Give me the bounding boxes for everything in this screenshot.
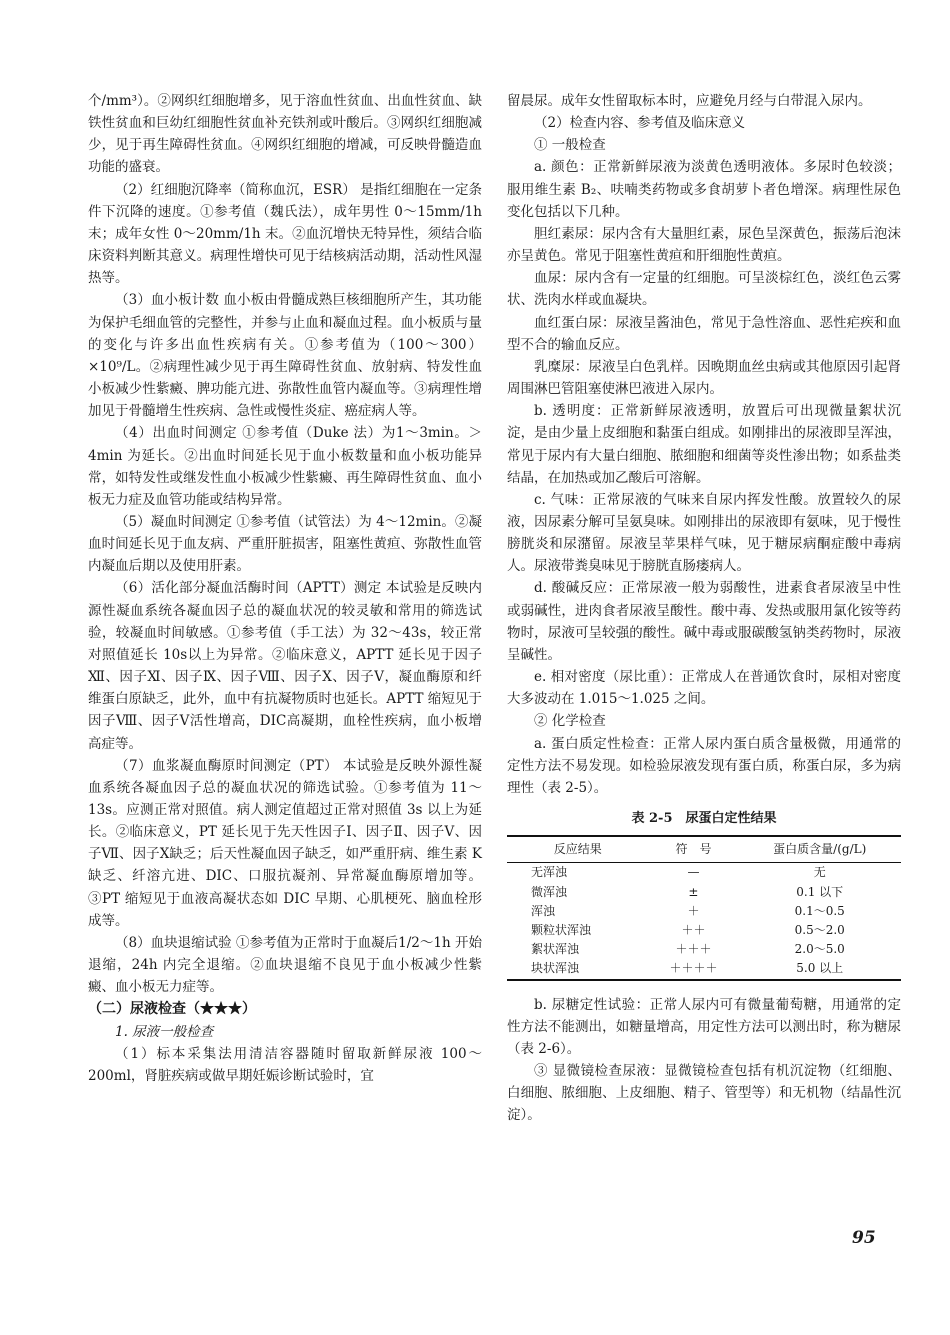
header-result: 反应结果 [507,836,648,863]
paragraph: （5）凝血时间测定 ①参考值（试管法）为 4～12min。②凝血时间延长见于血友病、严重肝脏损害，阻塞性黄疸、弥散性血管内凝血后期以及使用肝素。 [88,513,482,575]
paragraph: 胆红素尿：尿内含有大量胆红素，尿色呈深黄色，振荡后泡沫亦呈黄色。常见于阻塞性黄疸和肝细胞性黄疸。 [507,225,901,265]
paragraph: 血尿：尿内含有一定量的红细胞。可呈淡棕红色，淡红色云雾状、洗肉水样或血凝块。 [507,270,901,309]
paragraph: （6）活化部分凝血活酶时间（APTT）测定 本试验是反映内源性凝血系统各凝血因子总的凝血状况的较灵敏和常用的筛选试验，较凝血时间敏感。①参考值（手工法）为 32～43s，较正常对照值延长 10s以上为异常。②临床意义，APTT 延长见于因子Ⅻ、因子Ⅺ、因子Ⅸ、因子Ⅷ、因子Ⅹ、因子Ⅴ，凝血酶原和纤维蛋白原缺乏，此外，血中有抗凝物质时也延长。APTT 缩短见于因子Ⅷ、因子Ⅴ活性增高，DIC高凝期，血栓性疾病，血小板增高症等。 [88,580,482,752]
cell-symbol: — [687,865,700,880]
left-column [88,90,482,1087]
paragraph: b. 透明度：正常新鲜尿液透明，放置后可出现微量絮状沉淀，是由少量上皮细胞和黏蛋白组成。如刚排出的尿液即呈浑浊，常见于尿内有大量白细胞、脓细胞和细菌等炎性渗出物；如系盐类结晶，在加热或加乙酸后可溶解。 [507,403,901,486]
cell-content: 0.1～0.5 [794,903,845,918]
header-protein-content: 蛋白质含量/(g/L) [738,836,901,863]
paragraph: 个/mm³）。②网织红细胞增多，见于溶血性贫血、出血性贫血、缺铁性贫血和巨幼红细胞性贫血补充铁剂或叶酸后。③网织红细胞减少，见于再生障碍性贫血。④网织红细胞的增减，可反映骨髓造血功能的盛衰。 [88,93,482,176]
paragraph: 留晨尿。成年女性留取标本时，应避免月经与白带混入尿内。 [507,93,872,109]
paragraph: b. 尿糖定性试验：正常人尿内可有微量葡萄糖，用通常的定性方法不能测出，如糖量增高，用定性方法可以测出时，称为糖尿（表 2-6）。 [507,996,901,1057]
section-heading: （二）尿液检查（★★★） [88,1001,256,1018]
paragraph: a. 颜色：正常新鲜尿液为淡黄色透明液体。多尿时色较淡；服用维生素 B₂、呋喃类药物或多食胡萝卜者色增深。病理性尿色变化包括以下几种。 [507,159,901,220]
right-column [507,90,901,1127]
subheading: 1. 尿液一般检查 [115,1023,214,1040]
paragraph: ③ 显微镜检查尿液：显微镜检查包括有机沉淀物（红细胞、白细胞、脓细胞、上皮细胞、精子、管型等）和无机物（结晶性沉淀）。 [507,1063,901,1124]
paragraph: ② 化学检查 [534,713,606,730]
table-row [507,863,901,883]
paragraph: （1）标本采集法用清洁容器随时留取新鲜尿液 100～200ml，肾脏疾病或做早期妊娠诊断试验时，宜 [88,1045,482,1084]
cell-result: 浑浊 [531,903,556,918]
cell-result: 颗粒状浑浊 [531,922,592,937]
paragraph: e. 相对密度（尿比重）：正常成人在普通饮食时，尿相对密度大多波动在 1.015～1.025 之间。 [507,669,901,708]
cell-content: 5.0 以上 [738,959,901,979]
table-header-row [507,836,901,863]
paragraph: （4）出血时间测定 ①参考值（Duke 法）为1～3min。＞4min 为延长。②出血时间延长见于血小板数量和血小板功能异常，如特发性或继发性血小板减少性紫癜、再生障碍性贫血、血小板无力症及血管功能或结构异常。 [88,425,482,508]
cell-symbol: ＋ [687,903,700,918]
table-row [507,902,901,921]
table-row [507,940,901,959]
cell-symbol: ＋＋＋ [675,942,712,957]
cell-symbol: ＋＋ [681,922,706,937]
paragraph: 血红蛋白尿：尿液呈酱油色，常见于急性溶血、恶性疟疾和血型不合的输血反应。 [507,314,901,353]
table-caption: 表 2-5 尿蛋白定性结果 [631,811,777,826]
paragraph: 乳糜尿：尿液呈白色乳样。因晚期血丝虫病或其他原因引起肾周围淋巴管阻塞使淋巴液进入尿内。 [507,358,901,398]
paragraph: c. 气味：正常尿液的气味来自尿内挥发性酸。放置较久的尿液，因尿素分解可呈氨臭味。如刚排出的尿液即有氨味，见于慢性膀胱炎和尿潴留。尿液呈苹果样气味，见于糖尿病酮症酸中毒病人。尿液带粪臭味见于膀胱直肠瘘病人。 [507,491,901,575]
table-row [507,883,901,902]
paragraph: （2）红细胞沉降率（简称血沉，ESR） 是指红细胞在一定条件下沉降的速度。①参考值（魏氏法），成年男性 0～15mm/1h 末；成年女性 0～20mm/1h 末。②血沉增快无特异性，须结合临床资料判断其意义。病理性增快可见于结核病活动期，活动性风湿热等。 [88,181,482,287]
paragraph: a. 蛋白质定性检查：正常人尿内蛋白质含量极微，用通常的定性方法不易发现。如检验尿液发现有蛋白质，称蛋白尿，多为病理性（表 2-5）。 [507,735,901,796]
cell-result: 微浑浊 [531,884,568,899]
page-number: 95 [852,1228,876,1248]
urine-protein-table [507,835,901,980]
paragraph: （2）检查内容、参考值及临床意义 [534,115,746,132]
cell-content: 0.1 以下 [796,884,844,899]
cell-result: 无浑浊 [531,865,568,880]
cell-content: 0.5～2.0 [794,922,845,937]
cell-content: 2.0～5.0 [794,942,845,957]
cell-symbol: ± [688,884,699,899]
paragraph: d. 酸碱反应：正常尿液一般为弱酸性，进素食者尿液呈中性或弱碱性，进肉食者尿液呈酸性。酸中毒、发热或服用氯化铵等药物时，尿液可呈较强的酸性。碱中毒或服碳酸氢钠类药物时，尿液呈碱性。 [507,580,901,663]
paragraph: （7）血浆凝血酶原时间测定（PT） 本试验是反映外源性凝血系统各凝血因子总的凝血状况的筛选试验。①参考值为 11～13s。应测正常对照值。病人测定值超过正常对照值 3s 以上为延长。②临床意义，PT 延长见于先天性因子Ⅰ、因子Ⅱ、因子Ⅴ、因子Ⅶ、因子Ⅹ缺乏；后天性凝血因子缺乏，如严重肝病、维生素 K 缺乏、纤溶亢进、DIC、口服抗凝剂、异常凝血酶原增加等。③PT 缩短见于血液高凝状态如 DIC 早期、心肌梗死、脑血栓形成等。 [88,757,482,929]
header-symbol: 符 号 [648,836,738,863]
paragraph: ① 一般检查 [534,137,606,154]
table-row [507,959,901,979]
cell-content: 无 [813,865,826,880]
cell-symbol: ＋＋＋＋ [648,959,738,979]
table-row [507,921,901,940]
paragraph: （8）血块退缩试验 ①参考值为正常时于血凝后1/2～1h 开始退缩，24h 内完全退缩。②血块退缩不良见于血小板减少性紫癜、血小板无力症等。 [88,934,482,996]
cell-result: 块状浑浊 [507,959,648,979]
cell-result: 絮状浑浊 [531,942,580,957]
paragraph: （3）血小板计数 血小板由骨髓成熟巨核细胞所产生，其功能为保护毛细血管的完整性，并参与止血和凝血过程。血小板质与量的变化与许多出血性疾病有关。①参考值为（100～300）×10⁹/L。②病理性减少见于再生障碍性贫血、放射病、特发性血小板减少性紫癜、脾功能亢进、弥散性血管内凝血等。③病理性增加见于骨髓增生性疾病、急性或慢性炎症、癌症病人等。 [88,292,482,420]
